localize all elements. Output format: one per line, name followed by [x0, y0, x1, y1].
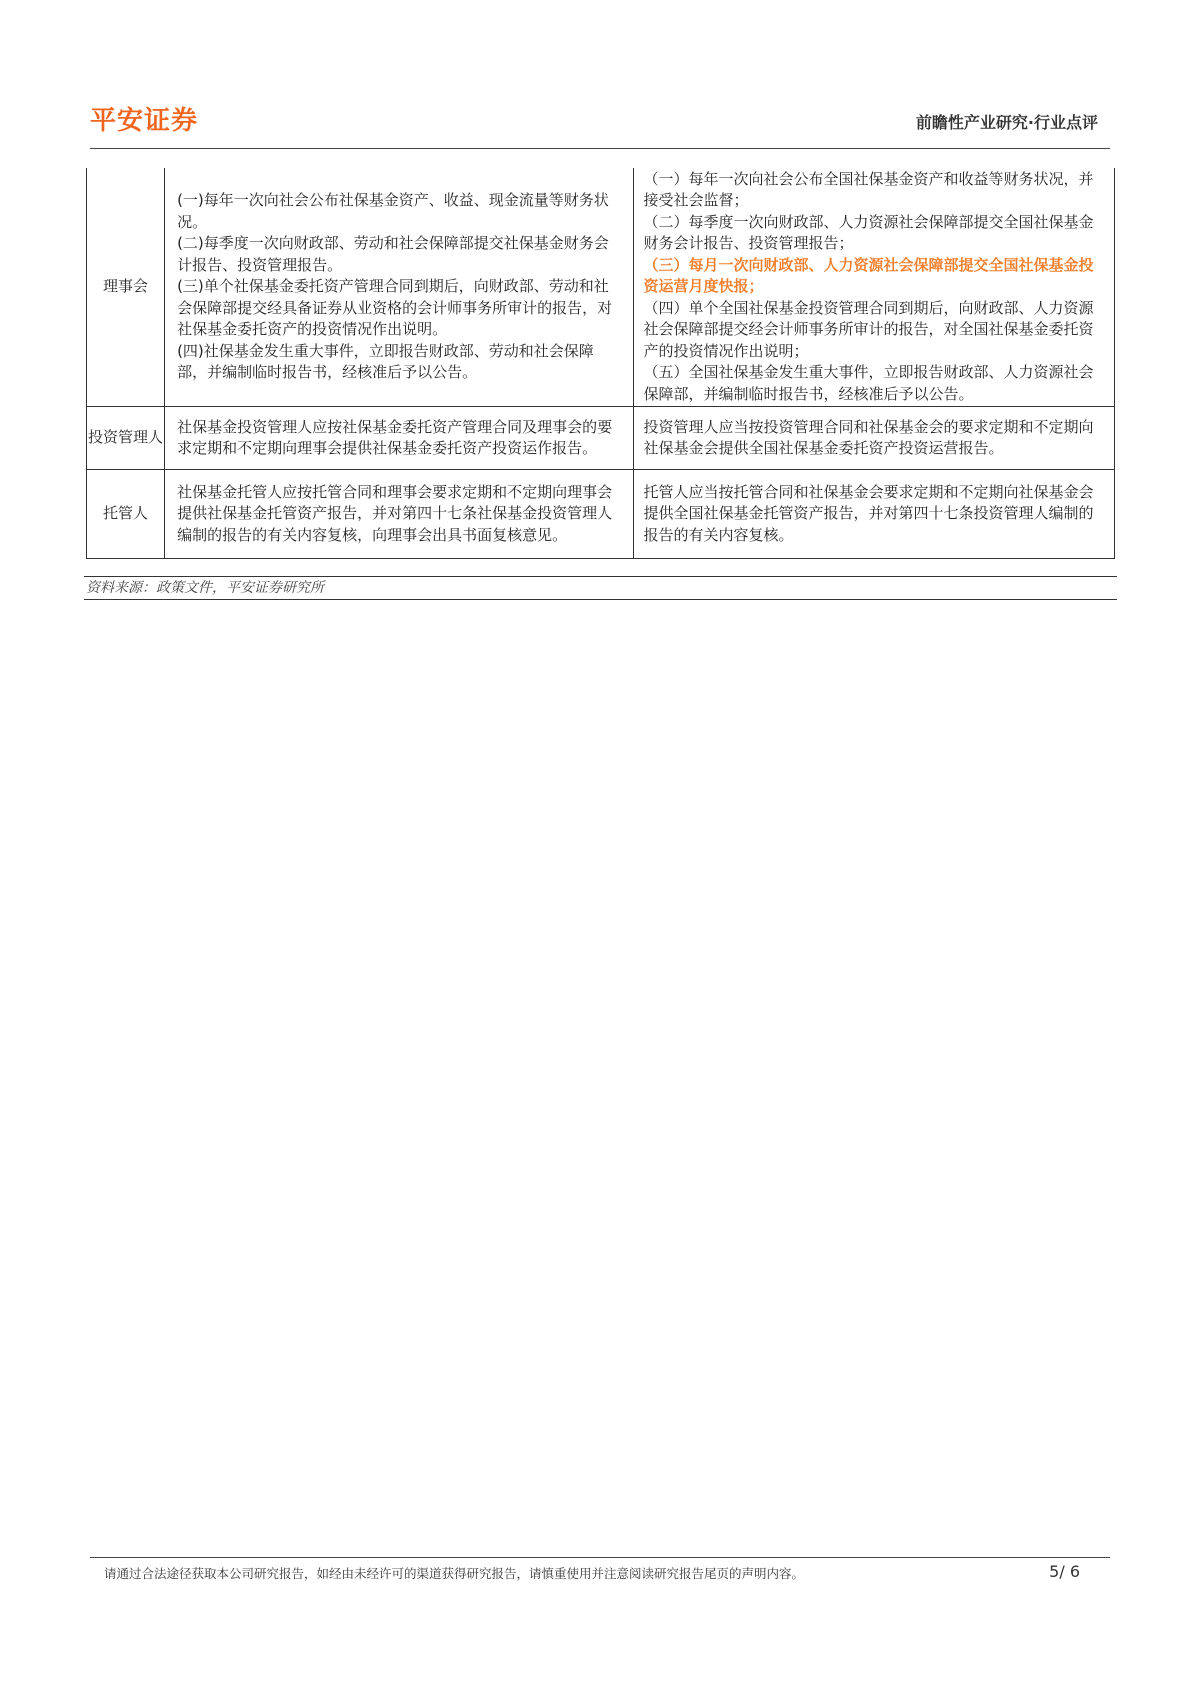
role-cell [87, 470, 165, 559]
highlighted-paragraph: （三）每月一次向财政部、人力资源社会保障部提交全国社保基金投资运营月度快报； [643, 255, 1094, 296]
role-cell [87, 168, 165, 407]
role-label: 理事会 [103, 277, 149, 296]
new-rule-cell [633, 168, 1114, 407]
old-rule-paragraph: 社保基金托管人应按托管合同和理事会要求定期和不定期向理事会提供社保基金托管资产报告，并对第四十七条社保基金投资管理人编制的报告的有关内容复核，向理事会出具书面复核意见。 [177, 482, 613, 544]
old-rule-paragraph: (三)单个社保基金委托资产管理合同到期后，向财政部、劳动和社会保障部提交经具备证券从业资格的会计师事务所审计的报告，对社保基金委托资产的投资情况作出说明。 [177, 277, 613, 339]
role-label: 托管人 [103, 504, 149, 523]
new-rule-paragraph: （五）全国社保基金发生重大事件，立即报告财政部、人力资源社会保障部，并编制临时报告书，经核准后予以公告。 [643, 363, 1094, 403]
source-text: 资料来源：政策文件，平安证券研究所 [86, 580, 324, 596]
company-logo: 平安证券 [90, 106, 199, 136]
old-rule-paragraph: (四)社保基金发生重大事件，立即报告财政部、劳动和社会保障部，并编制临时报告书，经核准后予以公告。 [177, 341, 594, 382]
table-row [87, 407, 1115, 470]
role-cell [87, 407, 165, 470]
old-rule-cell [165, 470, 633, 559]
old-rule-cell [165, 407, 633, 470]
role-label: 投资管理人 [88, 428, 164, 447]
report-category: 前瞻性产业研究·行业点评 [915, 113, 1098, 132]
new-rule-paragraph: （一）每年一次向社会公布全国社保基金资产和收益等财务状况，并接受社会监督； [643, 169, 1094, 210]
disclaimer-note: 请通过合法途径获取本公司研究报告，如经由未经许可的渠道获得研究报告，请慎重使用并注意阅读研究报告尾页的声明内容。 [104, 1566, 805, 1581]
old-rule-paragraph: 社保基金投资管理人应按社保基金委托资产管理合同及理事会的要求定期和不定期向理事会提供社保基金委托资产投资运作报告。 [177, 417, 613, 457]
new-rule-paragraph: 投资管理人应当按投资管理合同和社保基金会的要求定期和不定期向社保基金会提供全国社保基金委托资产投资运营报告。 [643, 417, 1094, 457]
new-rule-paragraph: （二）每季度一次向财政部、人力资源社会保障部提交全国社保基金财务会计报告、投资管理报告； [643, 212, 1094, 253]
page-header [90, 96, 1110, 149]
page-number: 5/ 6 [1049, 1562, 1080, 1581]
source-note [84, 576, 1117, 600]
table-row [87, 168, 1115, 407]
new-rule-cell [633, 470, 1114, 559]
old-rule-paragraph: (二)每季度一次向财政部、劳动和社会保障部提交社保基金财务会计报告、投资管理报告。 [177, 234, 609, 274]
new-rule-paragraph: 托管人应当按托管合同和社保基金会要求定期和不定期向社保基金会提供全国社保基金托管资产报告，并对第四十七条投资管理人编制的报告的有关内容复核。 [643, 482, 1094, 544]
page-footer [90, 1557, 1110, 1588]
old-rule-cell [165, 168, 633, 407]
new-rule-paragraph: （四）单个全国社保基金投资管理合同到期后，向财政部、人力资源社会保障部提交经会计师事务所审计的报告，对全国社保基金委托资产的投资情况作出说明； [643, 298, 1094, 360]
comparison-table [86, 168, 1115, 559]
table-row [87, 470, 1115, 559]
old-rule-paragraph: (一)每年一次向社会公布社保基金资产、收益、现金流量等财务状况。 [177, 191, 609, 231]
new-rule-cell [633, 407, 1114, 470]
